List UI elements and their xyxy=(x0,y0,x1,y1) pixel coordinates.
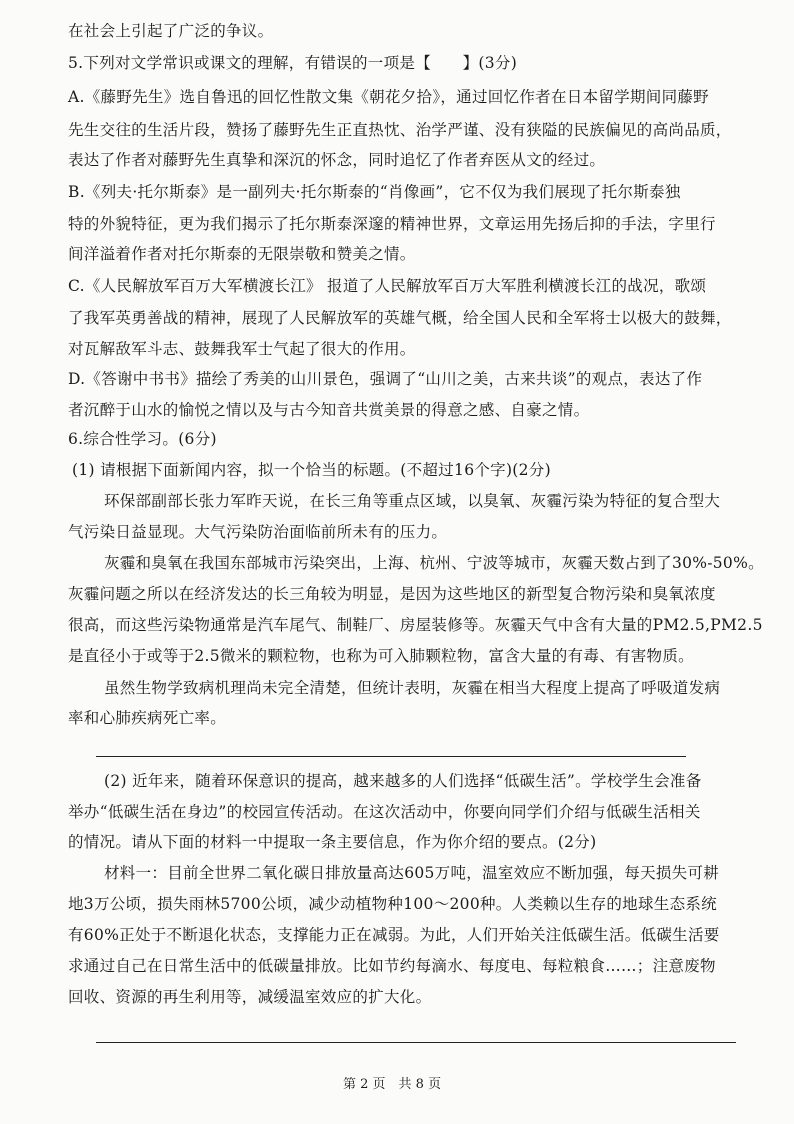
option-b-line-3: 间洋溢着作者对托尔斯泰的无限崇敬和赞美之情。 xyxy=(68,245,416,263)
question-6-2-prompt: (2) 近年来，随着环保意识的提高，越来越多的人们选择“低碳生活”。学校学生会准备 xyxy=(104,772,702,790)
material-1-line-1: 材料一：目前全世界二氧化碳日排放量高达605万吨，温室效应不断加强，每天损失可耕 xyxy=(104,864,720,882)
material-1-line-5: 回收、资源的再生利用等，减缓温室效应的扩大化。 xyxy=(68,988,432,1006)
option-d-line-1: D.《答谢中书书》描绘了秀美的山川景色，强调了“山川之美，古来共谈”的观点，表达了作 xyxy=(68,370,703,388)
material-1-line-4: 求通过自己在日常生活中的低碳量排放。比如节约每滴水、每度电、每粒粮食……；注意废物 xyxy=(68,957,716,975)
news-paragraph-2: 灰霾和臭氧在我国东部城市污染突出，上海、杭州、宁波等城市，灰霾天数占到了30%-50%。 xyxy=(104,554,764,572)
material-1-line-3: 有60%正处于不断退化状态，支撑能力正在减弱。为此，人们开始关注低碳生活。低碳生活要 xyxy=(68,926,720,944)
page-number: 第 2 页 共 8 页 xyxy=(343,1077,442,1092)
option-c-line-3: 对瓦解敌军斗志、鼓舞我军士气起了很大的作用。 xyxy=(68,340,416,358)
option-a-line-3: 表达了作者对藤野先生真挚和深沉的怀念，同时追忆了作者弃医从文的经过。 xyxy=(68,151,606,169)
news-paragraph-2-cont: 灰霾问题之所以在经济发达的长三角较为明显，是因为这些地区的新型复合物污染和臭氧浓度 xyxy=(68,585,716,603)
option-a-line-2: 先生交往的生活片段，赞扬了藤野先生正直热忱、治学严谨、没有狭隘的民族偏见的高尚品质， xyxy=(68,121,732,139)
news-paragraph-2-cont: 很高，而这些污染物通常是汽车尾气、制鞋厂、房屋装修等。灰霾天气中含有大量的PM2.5,PM2.5 xyxy=(68,616,763,634)
news-paragraph-2-cont: 是直径小于或等于2.5微米的颗粒物，也称为可入肺颗粒物，富含大量的有毒、有害物质。 xyxy=(68,647,694,665)
news-paragraph-1: 环保部副部长张力军昨天说，在长三角等重点区域，以臭氧、灰霾污染为特征的复合型大 xyxy=(104,492,721,510)
answer-line-key-point[interactable] xyxy=(96,1042,736,1043)
option-c-line-1: C.《人民解放军百万大军横渡长江》 报道了人民解放军百万大军胜利横渡长江的战况，歌颂 xyxy=(68,277,707,295)
news-paragraph-3-cont: 率和心肺疾病死亡率。 xyxy=(68,709,227,727)
option-a-line-1: A.《藤野先生》选自鲁迅的回忆性散文集《朝花夕拾》，通过回忆作者在日本留学期间同藤野 xyxy=(68,88,709,106)
option-b-line-2: 特的外貌特征，更为我们揭示了托尔斯泰深邃的精神世界，文章运用先扬后抑的手法，字里行 xyxy=(68,215,716,233)
news-paragraph-3: 虽然生物学致病机理尚未完全清楚，但统计表明，灰霾在相当大程度上提高了呼吸道发病 xyxy=(104,679,721,697)
option-c-line-2: 了我军英勇善战的精神，展现了人民解放军的英雄气概，给全国人民和全军将士以极大的鼓舞， xyxy=(68,309,732,327)
option-d-line-2: 者沉醉于山水的愉悦之情以及与古今知音共赏美景的得意之感、自豪之情。 xyxy=(68,401,590,419)
question-6-2-prompt-cont: 举办“低碳生活在身边”的校园宣传活动。在这次活动中，你要向同学们介绍与低碳生活相关 xyxy=(68,803,701,821)
question-6-1-prompt: (1) 请根据下面新闻内容，拟一个恰当的标题。(不超过16个字)(2分) xyxy=(72,461,551,479)
news-paragraph-1-cont: 气污染日益显现。大气污染防治面临前所未有的压力。 xyxy=(68,523,448,541)
question-6-2-prompt-cont: 的情况。请从下面的材料一中提取一条主要信息，作为你介绍的要点。(2分) xyxy=(68,833,597,851)
question-5-stem: 5.下列对文学常识或课文的理解，有错误的一项是【 】(3分) xyxy=(68,54,518,72)
answer-line-title[interactable] xyxy=(96,756,686,757)
material-1-line-2: 地3万公顷，损失雨林5700公顷，减少动植物种100～200种。人类赖以生存的地球生态系统 xyxy=(68,895,717,913)
question-6-heading: 6.综合性学习。(6分) xyxy=(68,430,217,448)
option-b-line-1: B.《列夫·托尔斯泰》是一副列夫·托尔斯泰的“肖像画”，它不仅为我们展现了托尔斯泰独 xyxy=(68,183,681,201)
text-line: 在社会上引起了广泛的争议。 xyxy=(68,22,274,40)
